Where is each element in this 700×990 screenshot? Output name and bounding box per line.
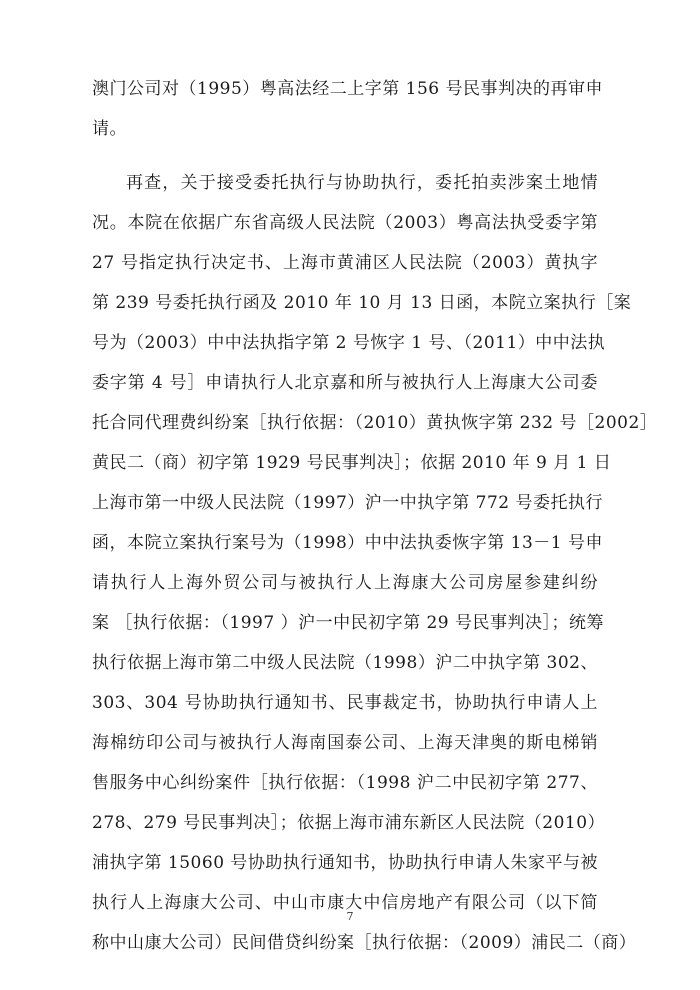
text-line-18: 售服务中心纠纷案件［执行依据：（1998 沪二中民初字第 277、	[92, 773, 598, 793]
text-line-15: 执行依据上海市第二中级人民法院（1998）沪二中执字第 302、	[92, 653, 598, 673]
text-line-7: 号为（2003）中中法执指字第 2 号恢字 1 号、（2011）中中法执	[92, 333, 606, 353]
text-line-8: 委字第 4 号］申请执行人北京嘉和所与被执行人上海康大公司委	[92, 373, 598, 393]
text-line-3: 再查，关于接受委托执行与协助执行，委托拍卖涉案土地情	[126, 173, 598, 193]
text-line-17: 海棉纺印公司与被执行人海南国泰公司、上海天津奥的斯电梯销	[92, 733, 598, 753]
text-line-4: 况。本院在依据广东省高级人民法院（2003）粤高法执受委字第	[92, 213, 598, 233]
text-line-21: 执行人上海康大公司、中山市康大中信房地产有限公司（以下简	[92, 893, 598, 913]
text-line-13: 请执行人上海外贸公司与被执行人上海康大公司房屋参建纠纷	[92, 573, 598, 593]
text-line-16: 303、304 号协助执行通知书、民事裁定书，协助执行申请人上	[92, 693, 598, 713]
text-line-2: 请。	[92, 119, 127, 139]
text-line-22: 称中山康大公司）民间借贷纠纷案［执行依据：（2009）浦民二（商）	[92, 933, 637, 953]
text-line-6: 第 239 号委托执行函及 2010 年 10 月 13 日函，本院立案执行［案	[92, 293, 632, 313]
text-line-11: 上海市第一中级人民法院（1997）沪一中执字第 772 号委托执行	[92, 493, 604, 513]
text-line-9: 托合同代理费纠纷案［执行依据：（2010）黄执恢字第 232 号［2002］	[92, 413, 658, 433]
text-line-14: 案 ［执行依据：（1997 ）沪一中民初字第 29 号民事判决］；统筹	[92, 613, 605, 633]
text-line-5: 27 号指定执行决定书、上海市黄浦区人民法院（2003）黄执字	[92, 253, 598, 273]
text-line-20: 浦执字第 15060 号协助执行通知书，协助执行申请人朱家平与被	[92, 853, 598, 873]
page-number: 7	[346, 910, 354, 923]
text-line-19: 278、279 号民事判决］；依据上海市浦东新区人民法院（2010）	[92, 813, 606, 833]
text-line-12: 函，本院立案执行案号为（1998）中中法执委恢字第 13－1 号申	[92, 533, 604, 553]
text-line-1: 澳门公司对（1995）粤高法经二上字第 156 号民事判决的再审申	[92, 79, 604, 99]
text-line-10: 黄民二（商）初字第 1929 号民事判决］；依据 2010 年 9 月 1 日	[92, 453, 612, 473]
